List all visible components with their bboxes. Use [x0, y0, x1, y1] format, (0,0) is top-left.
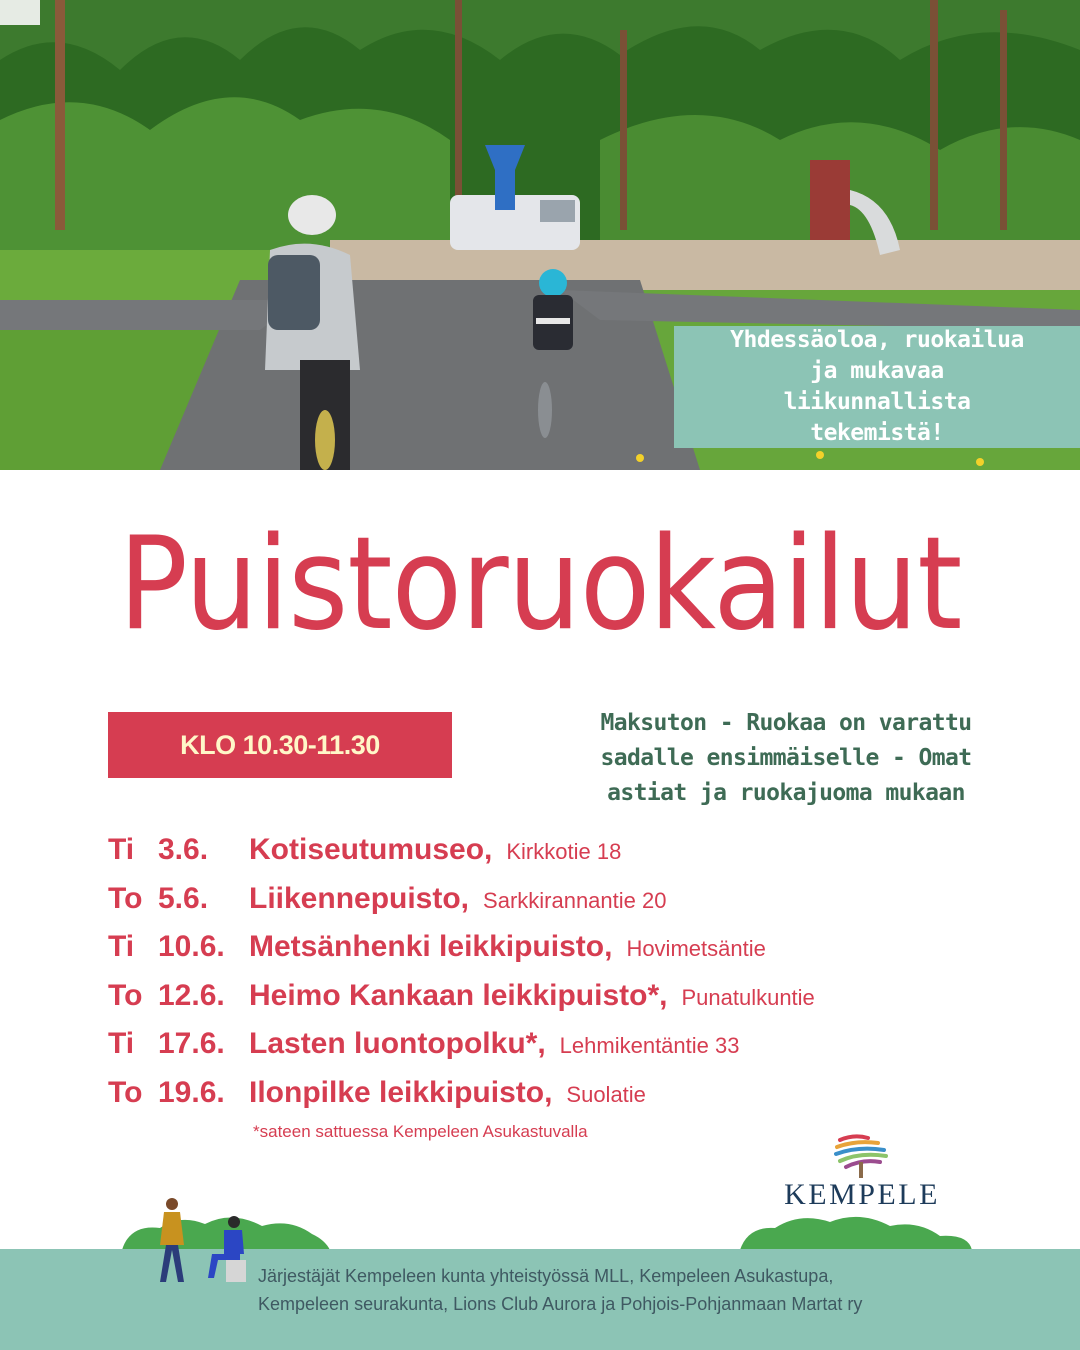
schedule-day: Ti [108, 1027, 135, 1060]
schedule-address: Sarkkirannantie 20 [483, 887, 667, 913]
time-badge [108, 712, 452, 778]
schedule-address: Hovimetsäntie [626, 936, 766, 961]
schedule-place-wrap [249, 826, 621, 876]
hero-photo [0, 0, 1080, 470]
schedule-row [108, 972, 1008, 1021]
schedule-row [108, 875, 1008, 924]
schedule-day: Ti [108, 833, 135, 866]
schedule-date: 5.6. [158, 881, 209, 915]
tagline-box [674, 326, 1080, 448]
schedule-address: Lehmikentäntie 33 [559, 1033, 740, 1058]
schedule-place: Metsänhenki leikkipuisto, [249, 930, 613, 963]
schedule-day: To [108, 1075, 143, 1109]
schedule-date: 12.6. [158, 978, 225, 1012]
schedule-place: Lasten luontopolku*, [249, 1027, 546, 1060]
footer-line-1: Järjestäjät Kempeleen kunta yhteistyössä MLL, Kempeleen Asukastupa, [258, 1266, 834, 1286]
footer-line-2: Kempeleen seurakunta, Lions Club Aurora ja Pohjois-Pohjanmaan Martat ry [258, 1294, 863, 1314]
schedule-date: 3.6. [158, 833, 209, 866]
schedule-date: 17.6. [158, 1027, 225, 1060]
schedule-address: Suolatie [566, 1081, 646, 1107]
schedule-row [108, 1069, 1008, 1118]
schedule-date: 10.6. [158, 930, 225, 963]
schedule-place: Heimo Kankaan leikkipuisto*, [249, 978, 668, 1012]
info-text: Maksuton - Ruokaa on varattu sadalle ensimmäiselle - Omat astiat ja ruokajuoma mukaan [600, 710, 972, 806]
kempele-tree-icon [834, 1134, 890, 1178]
schedule-day: To [108, 881, 143, 915]
schedule-address: Punatulkuntie [681, 984, 815, 1010]
schedule-place: Liikennepuisto, [249, 881, 470, 915]
schedule-place-wrap [249, 1020, 739, 1070]
schedule-place: Ilonpilke leikkipuisto, [249, 1075, 553, 1109]
schedule-row [108, 1020, 1008, 1069]
schedule-place: Kotiseutumuseo, [249, 833, 493, 866]
schedule-place-wrap [249, 972, 815, 1022]
schedule-day: To [108, 978, 143, 1012]
page-title: Puistoruokailut [118, 510, 962, 659]
rain-note: *sateen sattuessa Kempeleen Asukastuvalla [253, 1122, 588, 1141]
schedule-date: 19.6. [158, 1075, 225, 1109]
schedule-address: Kirkkotie 18 [506, 839, 622, 864]
time-badge-text: KLO 10.30-11.30 [180, 729, 380, 760]
schedule-place-wrap [249, 923, 766, 973]
people-illustration [140, 1190, 260, 1290]
schedule-row [108, 923, 1008, 972]
schedule-row [108, 826, 1008, 875]
footer-text [258, 1262, 862, 1318]
tagline-text: Yhdessäoloa, ruokailua ja mukavaa liikunnallista tekemistä! [730, 327, 1024, 446]
logo-text: KEMPELE [784, 1178, 940, 1211]
schedule-place-wrap [249, 875, 666, 925]
schedule-place-wrap [249, 1069, 646, 1119]
schedule-day: Ti [108, 930, 135, 963]
schedule-list [108, 826, 1008, 1117]
